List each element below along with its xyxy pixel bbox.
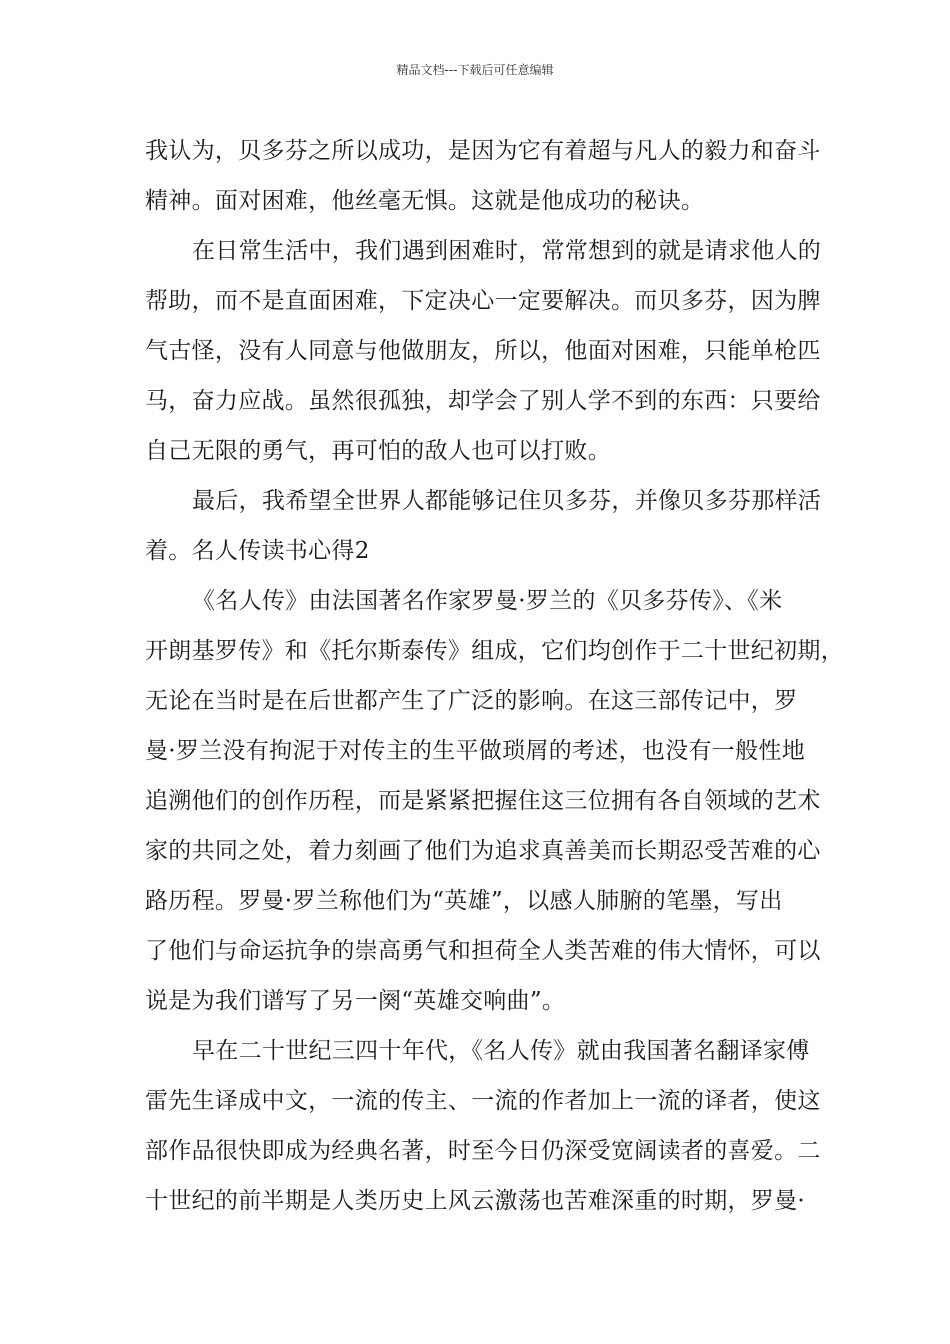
text-line: 十世纪的前半期是人类历史上风云激荡也苦难深重的时期，罗曼· [145, 1188, 806, 1214]
text-line: 我认为，贝多芬之所以成功，是因为它有着超与凡人的毅力和奋斗 [145, 138, 821, 164]
text-line: 在日常生活中，我们遇到困难时，常常想到的就是请求他人的 [192, 238, 822, 264]
text-line: 帮助，而不是直面困难，下定决心一定要解决。而贝多芬，因为脾 [145, 288, 821, 314]
text-line: 开朗基罗传》和《托尔斯泰传》组成，它们均创作于二十世纪初期， [145, 638, 844, 664]
text-line: 自己无限的勇气，再可怕的敌人也可以打败。 [145, 438, 611, 464]
text-line: 精神。面对困难，他丝毫无惧。这就是他成功的秘诀。 [145, 188, 705, 214]
text-line: 雷先生译成中文，一流的传主、一流的作者加上一流的译者，使这 [145, 1088, 821, 1114]
text-line: 了他们与命运抗争的崇高勇气和担荷全人类苦难的伟大情怀，可以 [145, 938, 821, 964]
text-line: 《名人传》由法国著名作家罗曼·罗兰的《贝多芬传》、《米 [192, 588, 783, 614]
text-line: 无论在当时是在后世都产生了广泛的影响。在这三部传记中，罗 [145, 688, 798, 714]
page-header: 精品文档---下载后可任意编辑 [396, 63, 554, 77]
text-line: 早在二十世纪三四十年代，《名人传》就由我国著名翻译家傅 [192, 1038, 810, 1064]
text-line: 曼·罗兰没有拘泥于对传主的生平做琐屑的考述，也没有一般性地 [145, 738, 806, 764]
text-line: 马，奋力应战。虽然很孤独，却学会了别人学不到的东西：只要给 [145, 388, 821, 414]
text-line: 追溯他们的创作历程，而是紧紧把握住这三位拥有各自领域的艺术 [145, 788, 821, 814]
text-line: 路历程。罗曼·罗兰称他们为“英雄”，以感人肺腑的笔墨，写出 [145, 888, 783, 914]
text-line: 家的共同之处，着力刻画了他们为追求真善美而长期忍受苦难的心 [145, 838, 821, 864]
text-line: 最后，我希望全世界人都能够记住贝多芬，并像贝多芬那样活 [192, 488, 822, 514]
text-line: 部作品很快即成为经典名著，时至今日仍深受宽阔读者的喜爱。二 [145, 1138, 821, 1164]
text-line: 说是为我们谱写了另一阕“英雄交响曲”。 [145, 988, 566, 1014]
text-line: 着。名人传读书心得2 [145, 538, 370, 564]
document-body [145, 126, 844, 1226]
text-line: 气古怪，没有人同意与他做朋友，所以，他面对困难，只能单枪匹 [145, 338, 821, 364]
